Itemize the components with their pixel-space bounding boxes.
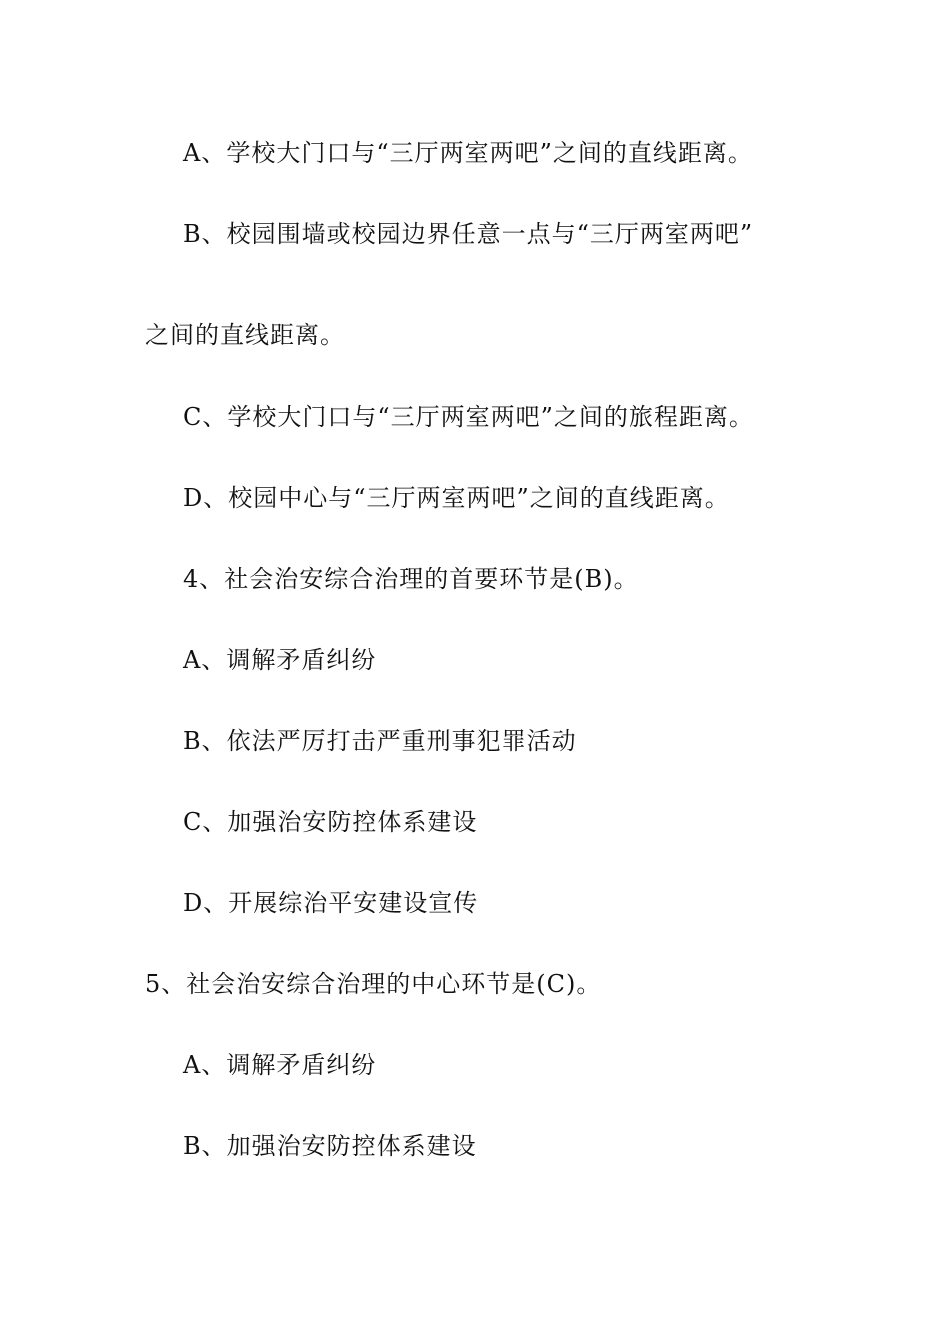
option-a-line: A、学校大门口与“三厅两室两吧”之间的直线距离。 [183,139,753,167]
q4-option-d: D、开展综治平安建设宣传 [183,889,479,917]
q4-option-a: A、调解矛盾纠纷 [183,646,377,674]
option-d-line: D、校园中心与“三厅两室两吧”之间的直线距离。 [183,484,730,512]
question-4: 4、社会治安综合治理的首要环节是(B)。 [183,565,639,593]
q4-option-c: C、加强治安防控体系建设 [183,808,478,836]
option-b-line: B、校园围墙或校园边界任意一点与“三厅两室两吧” [183,220,754,248]
q4-option-b: B、依法严厉打击严重刑事犯罪活动 [183,727,577,755]
option-c-line: C、学校大门口与“三厅两室两吧”之间的旅程距离。 [183,403,754,431]
question-5: 5、社会治安综合治理的中心环节是(C)。 [145,970,602,998]
q5-option-a: A、调解矛盾纠纷 [183,1051,377,1079]
q5-option-b: B、加强治安防控体系建设 [183,1132,477,1160]
option-b-continuation: 之间的直线距离。 [145,321,345,349]
